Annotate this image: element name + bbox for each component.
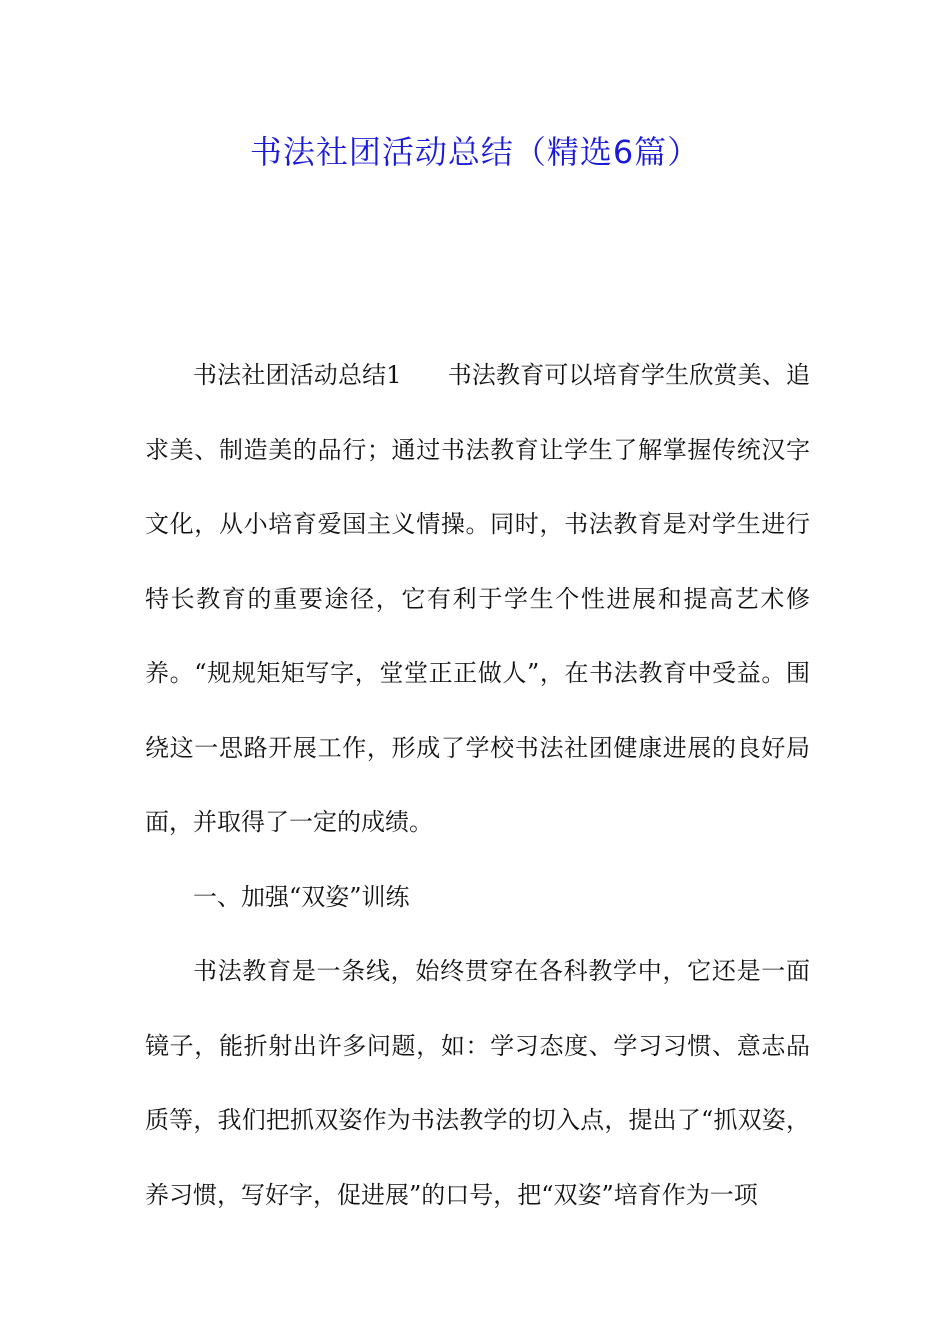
- document-title: 书法社团活动总结（精选6篇）: [249, 133, 701, 171]
- paragraph-2-heading: 一、加强“双姿”训练: [193, 882, 410, 911]
- section-heading: 书法社团活动总结1: [193, 361, 402, 389]
- document-body: [145, 338, 810, 1232]
- paragraph-text: 书法教育可以培育学生欣赏美、追求美、制造美的品行；通过书法教育让学生了解掌握传统汉字文化，从小培育爱国主义情操。同时，书法教育是对学生进行特长教育的重要途径，它有利于学生个性进展和提高艺术修养。“规规矩矩写字，堂堂正正做人”，在书法教育中受益。围绕这一思路开展工作，形成了学校书法社团健康进展的良好局面，并取得了一定的成绩。: [145, 361, 810, 836]
- paragraph-3: 书法教育是一条线，始终贯穿在各科教学中，它还是一面镜子，能折射出许多问题，如：学习态度、学习习惯、意志品质等，我们把抓双姿作为书法教学的切入点，提出了“抓双姿，养习惯，写好字，促进展”的口号，把“双姿”培育作为一项: [145, 957, 810, 1209]
- paragraph-1: [145, 338, 810, 860]
